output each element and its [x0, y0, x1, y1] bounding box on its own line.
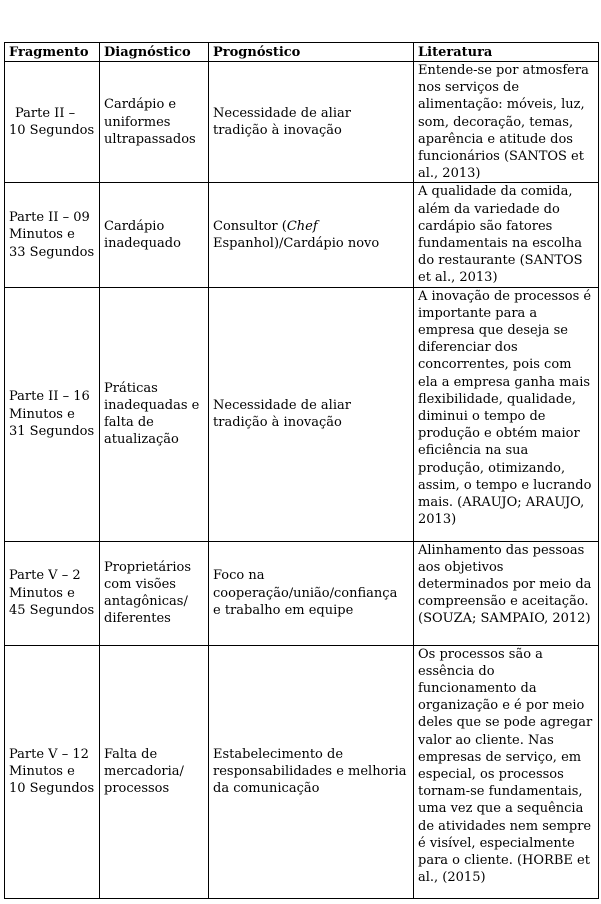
cell-prognostico: [209, 183, 414, 287]
table-row: [5, 645, 599, 898]
cell-diagnostico: Cardápio inadequado: [100, 183, 209, 287]
chef-word: Chef: [286, 218, 318, 234]
cell-diagnostico: Falta de mercadoria/ processos: [100, 645, 209, 898]
table-row: [5, 287, 599, 541]
table-row: [5, 62, 599, 183]
prognostico-text-b: Espanhol)/Cardápio novo: [213, 236, 380, 252]
cell-literatura: A qualidade da comida, além da variedade do cardápio são fatores fundamentais na escolha do restaurante (SANTOS et al., 2013): [414, 183, 599, 287]
cell-literatura: A inovação de processos é importante para a empresa que deseja se diferenciar dos concorrentes, pois com ela a empresa ganha mais flexibilidade, qualidade, diminui o tempo de produção e obtém maior eficiência na sua produção, otimizando, assim, o tempo e lucrando mais. (ARAUJO; ARAUJO, 2013): [414, 287, 599, 541]
cell-literatura: Alinhamento das pessoas aos objetivos determinados por meio da compreensão e aceitação. (SOUZA; SAMPAIO, 2012): [414, 541, 599, 645]
diagnosis-table: [4, 42, 599, 899]
cell-fragmento: Parte V – 12 Minutos e 10 Segundos: [5, 645, 100, 898]
cell-prognostico: Necessidade de aliar tradição à inovação: [209, 287, 414, 541]
header-fragmento: Fragmento: [5, 43, 100, 62]
cell-diagnostico: Práticas inadequadas e falta de atualização: [100, 287, 209, 541]
cell-prognostico: Foco na cooperação/união/confiança e trabalho em equipe: [209, 541, 414, 645]
prognostico-text-a: Consultor (: [213, 218, 287, 234]
cell-prognostico: Necessidade de aliar tradição à inovação: [209, 62, 414, 183]
table-header-row: [5, 43, 599, 62]
table-row: [5, 183, 599, 287]
table-row: [5, 541, 599, 645]
header-literatura: Literatura: [414, 43, 599, 62]
cell-literatura: Os processos são a essência do funcionamento da organização e é por meio deles que se pode agregar valor ao cliente. Nas empresas de serviço, em especial, os processos tornam-se fundamentais, uma vez que a sequência de atividades nem sempre é visível, especialmente para o cliente. (HORBE et al., (2015): [414, 645, 599, 898]
cell-diagnostico: Cardápio e uniformes ultrapassados: [100, 62, 209, 183]
cell-literatura: Entende-se por atmosfera nos serviços de alimentação: móveis, luz, som, decoração, temas, aparência e atitude dos funcionários (SANTOS et al., 2013): [414, 62, 599, 183]
header-prognostico: Prognóstico: [209, 43, 414, 62]
header-diagnostico: Diagnóstico: [100, 43, 209, 62]
cell-prognostico: Estabelecimento de responsabilidades e melhoria da comunicação: [209, 645, 414, 898]
cell-fragmento: Parte V – 2 Minutos e 45 Segundos: [5, 541, 100, 645]
cell-fragmento: Parte II – 09 Minutos e 33 Segundos: [5, 183, 100, 287]
cell-diagnostico: Proprietários com visões antagônicas/ diferentes: [100, 541, 209, 645]
cell-fragmento: Parte II – 10 Segundos: [5, 62, 100, 183]
cell-fragmento: Parte II – 16 Minutos e 31 Segundos: [5, 287, 100, 541]
